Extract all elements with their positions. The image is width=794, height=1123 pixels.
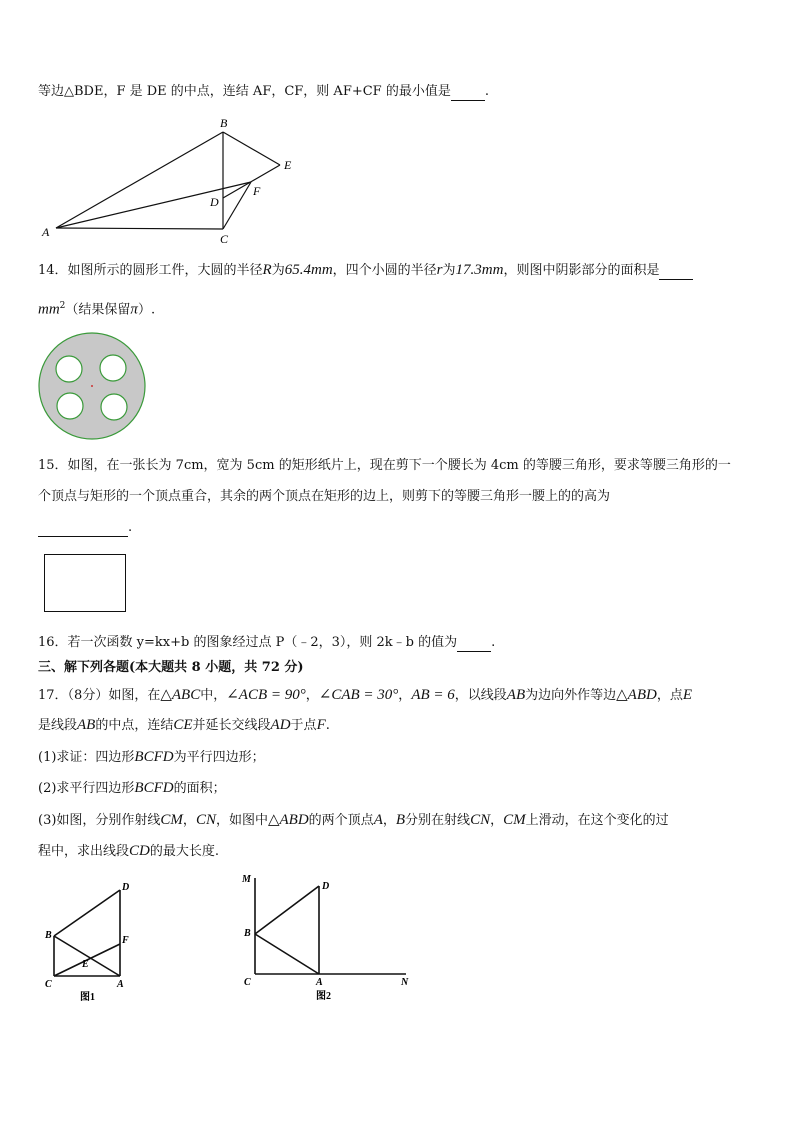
q17-part-3-cont: 程中，求出线段CD的最大长度.	[38, 843, 219, 859]
q17-figure-2	[236, 870, 416, 1005]
q13-text: 等边△BDE，F 是 DE 的中点，连结 AF，CF，则 AF+CF 的最小值是 .	[38, 84, 489, 99]
fig1-caption: 图1	[80, 992, 95, 1003]
fig2-label-D: D	[322, 881, 330, 892]
section-heading: 三、解下列各题(本大题共 8 小题，共 72 分)	[38, 660, 304, 675]
answer-blank[interactable]	[451, 86, 485, 101]
fig2-label-M: M	[242, 874, 251, 885]
fig2-label-B: B	[244, 928, 251, 939]
q14-text-2: $mm^2$（结果保留π）.	[38, 301, 156, 318]
fig1-label-B: B	[45, 930, 52, 941]
q17-part-3: (3)如图，分别作射线CM，CN，如图中△ABD的两个顶点A，B分别在射线CN，CM上滑动，在这个变化的过	[38, 812, 669, 828]
answer-blank[interactable]	[457, 637, 491, 652]
answer-blank[interactable]	[38, 522, 128, 537]
label-E: E	[284, 158, 292, 172]
q14-circle-figure	[38, 332, 148, 442]
label-F: F	[253, 184, 261, 198]
q17-text-2: 是线段AB的中点，连结CE并延长交线段AD于点F.	[38, 717, 330, 733]
label-C: C	[220, 232, 229, 246]
fig1-label-C: C	[45, 979, 52, 990]
q17-text-1: 17．（8分）如图，在△ABC中，∠ACB = 90°，∠CAB = 30°，AB = 6，以线段AB为边向外作等边△ABD，点E	[38, 687, 693, 703]
fig2-label-C: C	[244, 977, 251, 988]
q13-triangle-figure	[30, 112, 310, 247]
fig2-caption: 图2	[316, 991, 331, 1002]
label-A: A	[42, 225, 50, 239]
label-B: B	[220, 116, 228, 130]
q15-text: 15．如图，在一张长为 7cm，宽为 5cm 的矩形纸片上，现在剪下一个腰长为 4cm 的等腰三角形，要求等腰三角形的一	[38, 458, 731, 473]
q14-text: 14．如图所示的圆形工件，大圆的半径R为65.4mm，四个小圆的半径r为17.3mm，则图中阴影部分的面积是	[38, 261, 693, 280]
q17-part-1: (1)求证：四边形BCFD为平行四边形；	[38, 749, 265, 765]
fig1-label-E: E	[82, 959, 89, 970]
label-D: D	[210, 195, 219, 209]
fig1-label-F: F	[122, 935, 129, 946]
answer-blank[interactable]	[659, 265, 693, 280]
q17-part-2: (2)求平行四边形BCFD的面积；	[38, 780, 226, 796]
q17-figure-1	[40, 880, 150, 1005]
q15-text-2: 个顶点与矩形的一个顶点重合，其余的两个顶点在矩形的边上，则剪下的等腰三角形一腰上的的高为	[38, 489, 611, 504]
q15-rectangle-figure	[44, 554, 126, 612]
fig2-label-A: A	[316, 977, 323, 988]
q16-text: 16．若一次函数 y=kx+b 的图象经过点 P（﹣2，3），则 2k﹣b 的值为 .	[38, 635, 496, 650]
fig1-label-A: A	[117, 979, 124, 990]
fig1-label-D: D	[122, 882, 130, 893]
q15-answer-line: .	[38, 519, 132, 537]
fig2-label-N: N	[401, 977, 409, 988]
